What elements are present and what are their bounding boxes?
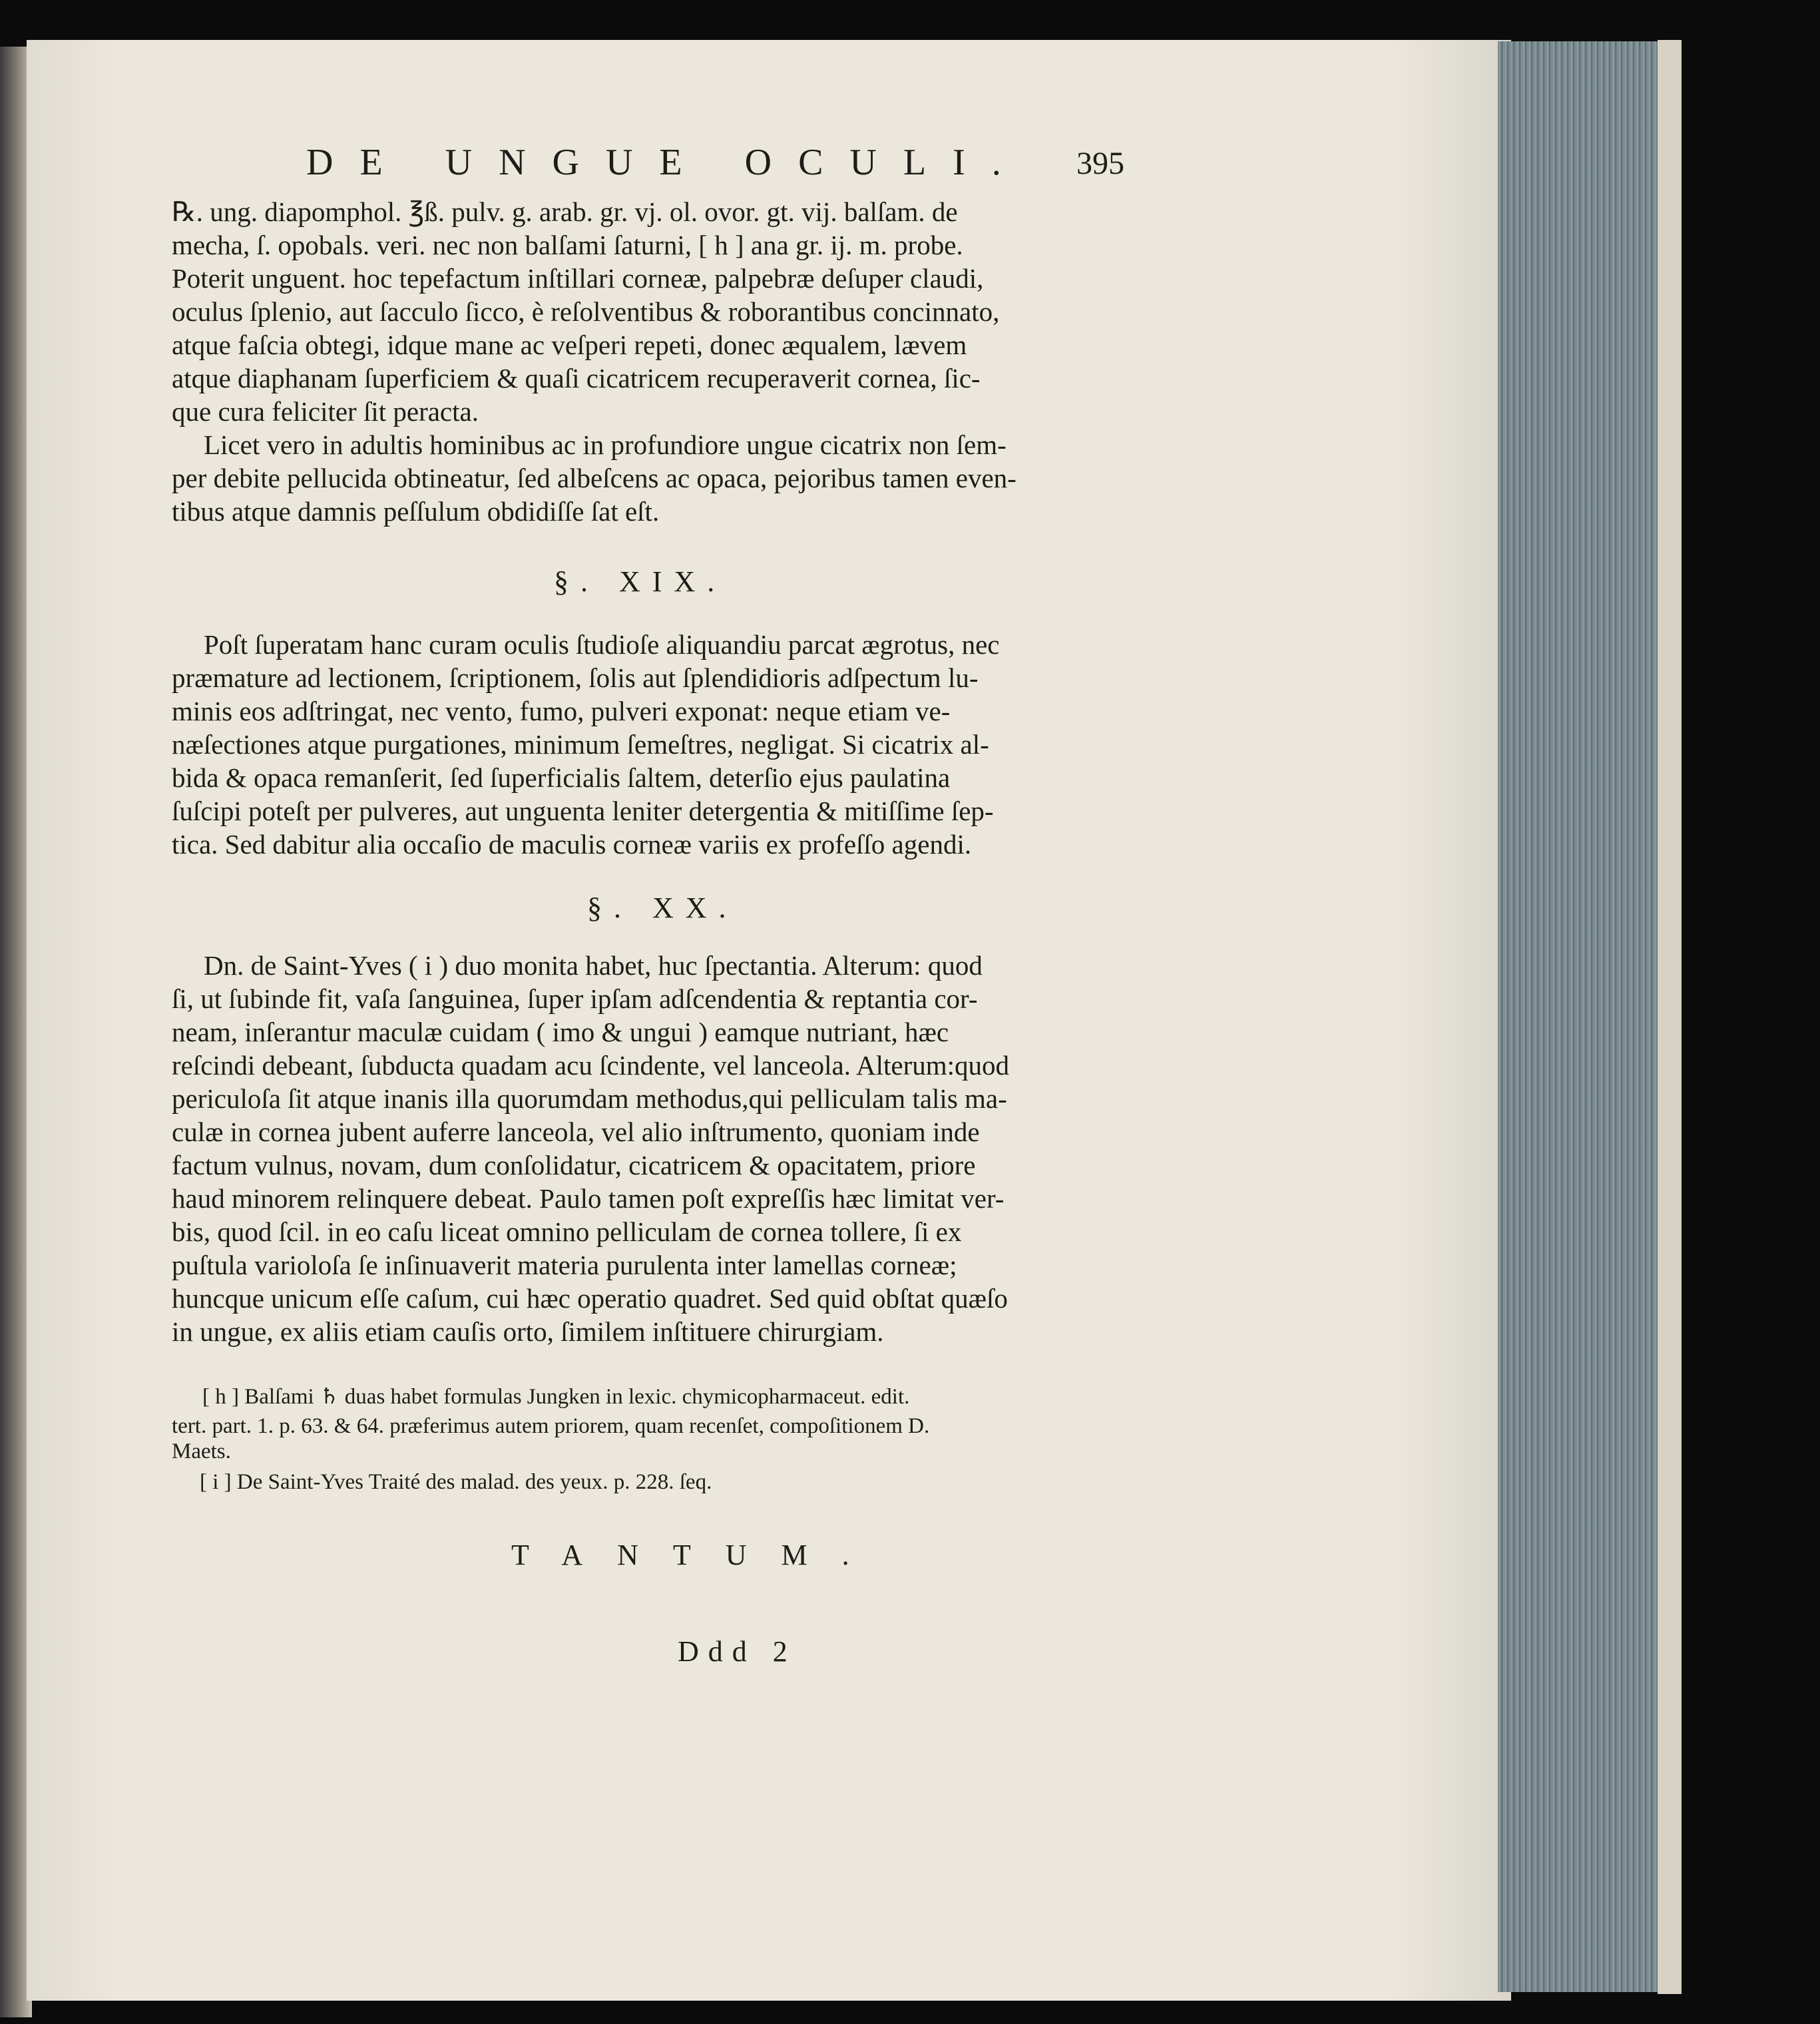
text-line: Poſt ſuperatam hanc curam oculis ſtudioſe aliquandiu parcat ægrotus, nec [204, 629, 1000, 660]
text-line: tica. Sed dabitur alia occaſio de maculis corneæ variis ex profeſſo agendi. [172, 829, 972, 860]
text-line: in ungue, ex aliis etiam cauſis orto, ſimilem inſtituere chirurgiam. [172, 1316, 884, 1347]
text-line: puſtula varioloſa ſe inſinuaverit materia purulenta inter lamellas corneæ; [172, 1250, 957, 1280]
text-line: reſcindi debeant, ſubducta quadam acu ſcindente, vel lanceola. Alterum:quod [172, 1050, 1010, 1081]
text-line: atque diaphanam ſuperficiem & quaſi cicatricem recuperaverit cornea, ſic- [172, 363, 981, 393]
text-line: huncque unicum eſſe caſum, cui hæc operatio quadret. Sed quid obſtat quæſo [172, 1283, 1008, 1314]
text-line: periculoſa ſit atque inanis illa quorumdam methodus,qui pelliculam talis ma- [172, 1083, 1007, 1114]
text-line: factum vulnus, novam, dum conſolidatur, cicatricem & opacitatem, priore [172, 1150, 976, 1180]
signature-mark: Ddd 2 [678, 1635, 797, 1668]
running-title: DE UNGUE OCULI. [306, 142, 1028, 183]
text-line: næſectiones atque purgationes, minimum ſemeſtres, negligat. Si cicatrix al- [172, 729, 989, 760]
text-line: tibus atque damnis peſſulum obdidiſſe ſat eſt. [172, 496, 660, 527]
footnote-line: [ i ] De Saint-Yves Traité des malad. des yeux. p. 228. ſeq. [200, 1470, 712, 1494]
text-line: haud minorem relinquere debeat. Paulo tamen poſt expreſſis hæc limitat ver- [172, 1183, 1005, 1214]
text-line: bida & opaca remanſerit, ſed ſuperficialis ſaltem, deterſio ejus paulatina [172, 762, 951, 793]
text-line: minis eos adſtringat, nec vento, fumo, pulveri exponat: neque etiam ve- [172, 696, 951, 726]
text-line: per debite pellucida obtineatur, ſed albeſcens ac opaca, pejoribus tamen even- [172, 463, 1017, 493]
book-cover-edge [1658, 40, 1682, 1994]
text-line: oculus ſplenio, aut ſacculo ſicco, è reſolventibus & roborantibus concinnato, [172, 296, 1000, 327]
footnote-line: Maets. [172, 1439, 231, 1463]
text-line: præmature ad lectionem, ſcriptionem, ſolis aut ſplendidioris adſpectum lu- [172, 662, 979, 693]
footnote-line: tert. part. 1. p. 63. & 64. præferimus autem priorem, quam recenſet, compoſitionem D. [172, 1414, 930, 1438]
text-line: Dn. de Saint-Yves ( i ) duo monita habet, huc ſpectantia. Alterum: quod [204, 950, 983, 981]
text-line: neam, inſerantur maculæ cuidam ( imo & ungui ) eamque nutriant, hæc [172, 1017, 949, 1047]
text-line: Poterit unguent. hoc tepefactum inſtillari corneæ, palpebræ deſuper claudi, [172, 263, 984, 294]
section-heading-20: §. XX. [587, 891, 738, 924]
text-line: ſuſcipi poteſt per pulveres, aut unguenta leniter detergentia & mitiſſime ſep- [172, 796, 994, 826]
text-line: atque faſcia obtegi, idque mane ac veſperi repeti, donec æqualem, lævem [172, 330, 967, 360]
page-number: 395 [1076, 146, 1124, 181]
text-line: mecha, ſ. opobals. veri. nec non balſami ſaturni, [ h ] ana gr. ij. m. probe. [172, 230, 963, 260]
footnote-line: [ h ] Balſami ♄ duas habet formulas Jungken in lexic. chymicopharmaceut. edit. [202, 1385, 910, 1409]
text-line: que cura feliciter ſit peracta. [172, 396, 479, 427]
text-line: ſi, ut ſubinde fit, vaſa ſanguinea, ſuper ipſam adſcendentia & reptantia cor- [172, 983, 978, 1014]
catchword: TANTUM. [511, 1539, 884, 1571]
text-line: bis, quod ſcil. in eo caſu liceat omnino pelliculam de cornea tollere, ſi ex [172, 1216, 962, 1247]
text-line: ℞. ung. diapomphol. ℥ß. pulv. g. arab. gr. vj. ol. ovor. gt. vij. balſam. de [172, 196, 958, 227]
page-fore-edge [1498, 41, 1682, 1992]
section-heading-19: §. XIX. [554, 565, 727, 598]
text-line: culæ in cornea jubent auferre lanceola, vel alio inſtrumento, quoniam inde [172, 1117, 980, 1147]
text-line: Licet vero in adultis hominibus ac in profundiore ungue cicatrix non ſem- [204, 429, 1007, 460]
